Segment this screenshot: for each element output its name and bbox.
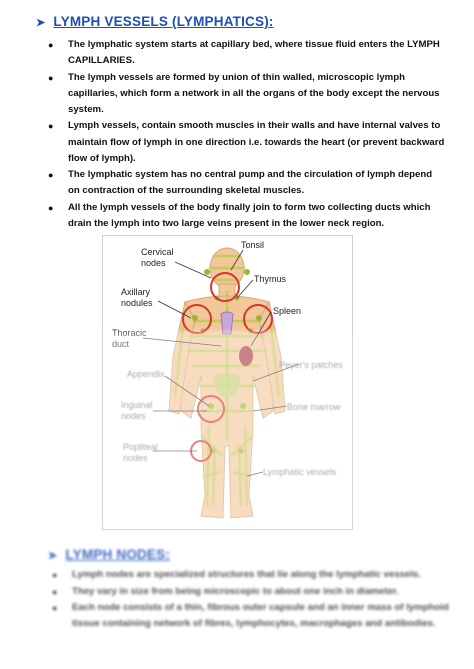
list-item: ● The lymphatic system has no central pump and the circulation of lymph depend on contraction of the surrounding skeletal muscles. xyxy=(48,169,433,197)
label-thoracic-duct: Thoracic duct xyxy=(112,328,147,349)
lymphatic-system-diagram xyxy=(102,235,353,530)
label-bone-marrow: Bone marrow xyxy=(287,402,341,412)
label-spleen: Spleen xyxy=(273,306,302,316)
list-item: ● All the lymph vessels of the body finally join to form two collecting ducts which drain the lymph into two large veins present in the lower neck region. xyxy=(48,201,431,230)
arrow-head-icon: ➤ xyxy=(48,550,58,562)
label-axillary-nodules: Axillary nodules xyxy=(121,287,153,308)
label-peyers-patches: Peyer's patches xyxy=(279,360,343,370)
bullet-dot-icon: ● xyxy=(52,570,58,580)
list-item: ● Lymph nodes are specialized structures that lie along the lymphatic vessels. xyxy=(50,567,450,583)
label-thymus: Thymus xyxy=(254,274,287,284)
bullet-dot-icon: ● xyxy=(52,603,58,614)
lymph-vessels-bullet-list xyxy=(46,37,446,233)
list-item: ● Lymph vessels, contain smooth muscles in their walls and have internal valves to maintain flow of lymph in one direction i.e. towards the heart (or prevent backward flow of lymph). xyxy=(48,120,445,164)
arrow-head-icon: ➤ xyxy=(36,17,46,29)
list-item: ● The lymph vessels are formed by union of thin walled, microscopic lymph capillaries, which form a network in all the organs of the body except the nervous system. xyxy=(48,71,440,115)
list-item: ● Each node consists of a thin, fibrous outer capsule and an inner mass of lymphoid tissue containing network of fibres, lymphocytes, macrophages and antibodies. xyxy=(52,602,449,630)
list-item: ● They vary in size from being microscopic to about one inch in diameter. xyxy=(50,584,450,600)
bullet-dot-icon: ● xyxy=(48,121,54,132)
bullet-dot-icon: ● xyxy=(48,40,54,50)
label-inguinal-nodes: Inguinal nodes xyxy=(121,400,153,421)
bullet-dot-icon: ● xyxy=(48,170,54,181)
label-appendix: Appendix xyxy=(127,369,165,379)
lymph-nodes-bullet-list xyxy=(50,567,450,633)
section-heading-lymph-nodes: ➤ LYMPH NODES: xyxy=(48,547,171,562)
label-cervical-nodes: Cervical nodes xyxy=(141,247,174,268)
label-popliteal-nodes: Popliteal nodes xyxy=(123,442,158,463)
label-lymphatic-vessels: Lymphatic vessels xyxy=(263,467,337,477)
bullet-dot-icon: ● xyxy=(48,72,54,83)
bullet-dot-icon: ● xyxy=(48,202,54,213)
section-heading-lymph-vessels: ➤ LYMPH VESSELS (LYMPHATICS): xyxy=(36,14,274,29)
body-illustration xyxy=(103,236,352,529)
label-tonsil: Tonsil xyxy=(241,240,265,250)
list-item: ● The lymphatic system starts at capillary bed, where tissue fluid enters the LYMPH CAPILLARIES. xyxy=(48,39,440,67)
bullet-dot-icon: ● xyxy=(52,586,58,597)
